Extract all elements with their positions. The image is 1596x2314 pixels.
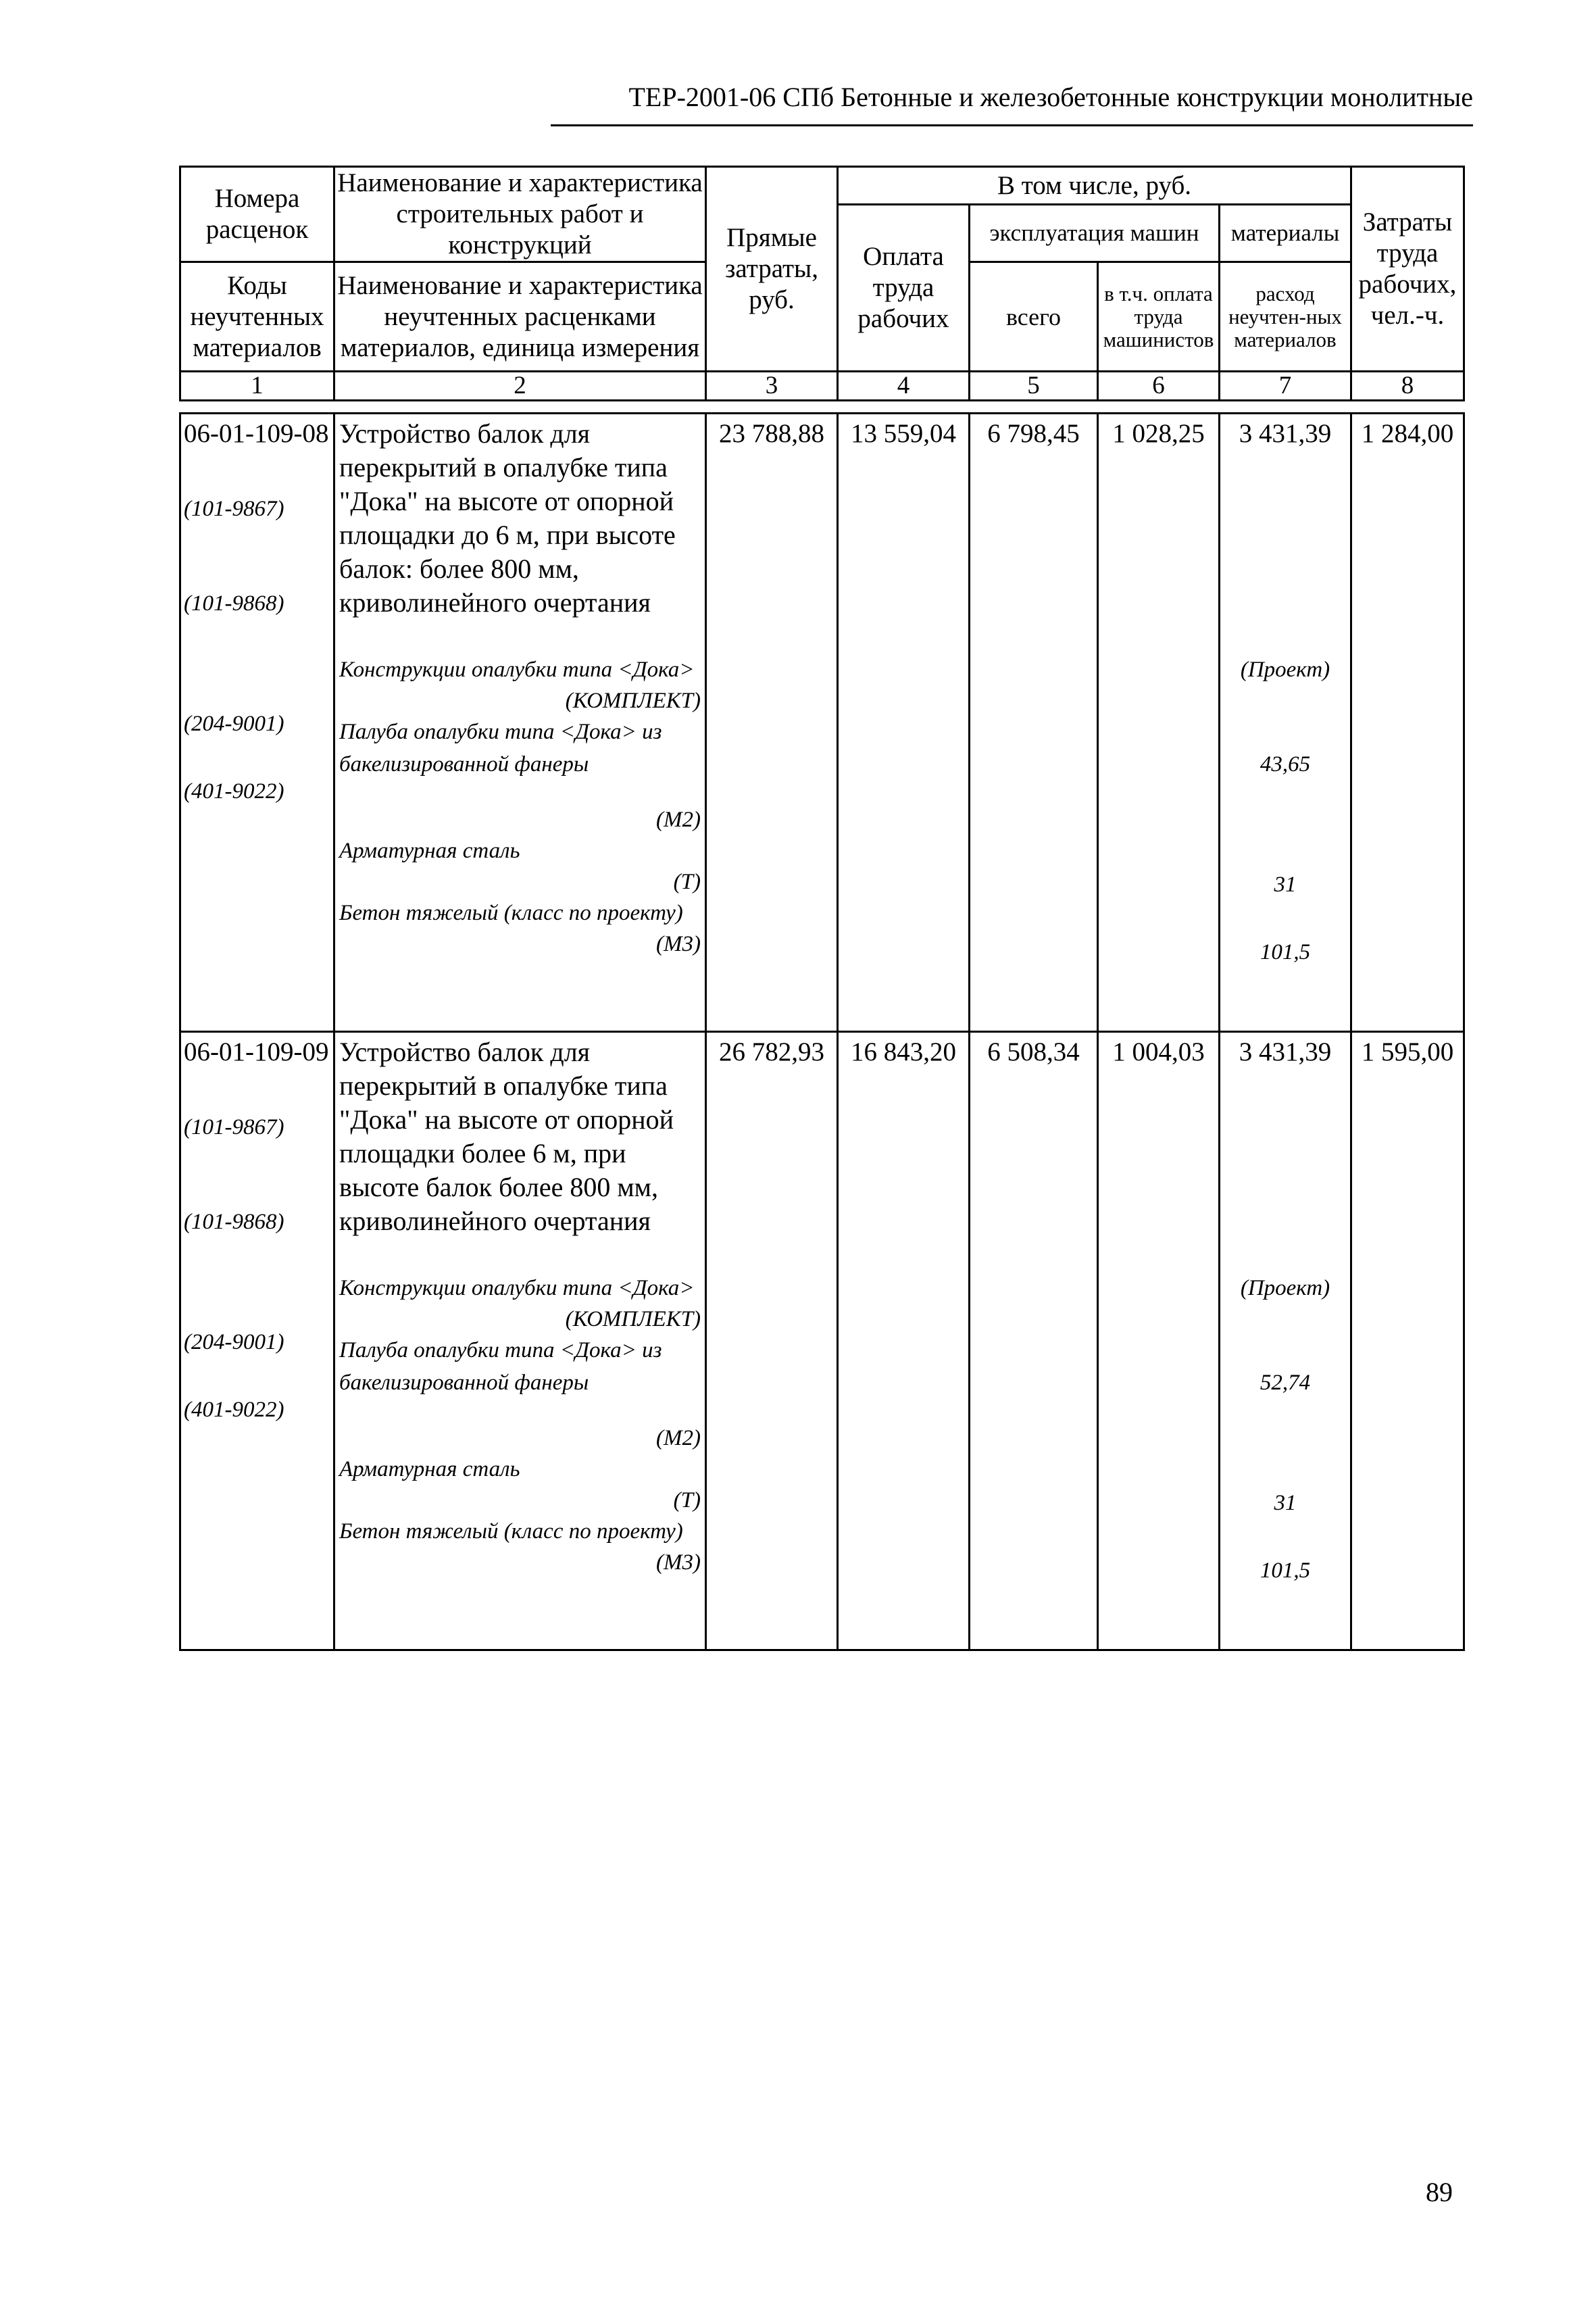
header-group-main: В том числе, руб. <box>838 167 1351 205</box>
material-value: 43,65 <box>1260 752 1311 777</box>
material-value: 52,74 <box>1260 1371 1311 1395</box>
material-unit: (Т) <box>673 1488 701 1512</box>
machinists-wages: 1 028,25 <box>1098 414 1220 1032</box>
material-unit: (КОМПЛЕКТ) <box>565 1307 701 1331</box>
material-name: Конструкции опалубки типа <Дока> <box>339 658 695 682</box>
machinists-wages: 1 004,03 <box>1098 1032 1220 1650</box>
direct-costs: 26 782,93 <box>706 1032 838 1650</box>
material-code: (204-9001) <box>184 1330 284 1354</box>
rates-table <box>179 412 1465 1651</box>
material-value: 31 <box>1274 872 1297 897</box>
header-col7: расход неучтен-ных материалов <box>1220 262 1351 372</box>
material-value: 31 <box>1274 1491 1297 1515</box>
page-header-title: ТЕР-2001-06 СПб Бетонные и железобетонные конструкции монолитные <box>628 82 1473 112</box>
material-unit: (М2) <box>656 1426 701 1450</box>
header-number: 5 <box>970 372 1098 401</box>
material-unit: (М2) <box>656 808 701 832</box>
rate-description: Устройство балок для перекрытий в опалубке типа "Дока" на высоте от опорной площадки до 6 м, при высоте балок: более 800 мм, криволинейного очертания <box>339 418 676 618</box>
material-name: Бетон тяжелый (класс по проекту) <box>339 901 683 925</box>
material-value: (Проект) <box>1240 658 1330 682</box>
material-code: (101-9867) <box>184 497 284 521</box>
materials-cell <box>1220 414 1351 1032</box>
rate-code: 06-01-109-09 <box>184 1037 329 1066</box>
header-col3: Прямые затраты, руб. <box>706 167 838 372</box>
rate-description-cell <box>334 414 706 1032</box>
header-col1-top: Номера расценок <box>180 167 334 262</box>
labor-wages: 13 559,04 <box>838 414 970 1032</box>
table-header <box>179 166 1465 401</box>
header-group-machines: эксплуатация машин <box>970 205 1220 262</box>
machines-total: 6 798,45 <box>970 414 1098 1032</box>
material-code: (204-9001) <box>184 712 284 736</box>
material-unit: (Т) <box>673 870 701 894</box>
header-number: 7 <box>1220 372 1351 401</box>
material-value: 101,5 <box>1260 940 1311 964</box>
materials-cost: 3 431,39 <box>1239 1037 1332 1066</box>
direct-costs: 23 788,88 <box>706 414 838 1032</box>
material-value: 101,5 <box>1260 1558 1311 1583</box>
header-col4: Оплата труда рабочих <box>838 205 970 372</box>
rate-code: 06-01-109-08 <box>184 419 329 448</box>
material-name: Палуба опалубки типа <Дока> из бакелизированной фанеры <box>339 720 662 777</box>
material-name: Палуба опалубки типа <Дока> из бакелизированной фанеры <box>339 1338 662 1395</box>
header-number: 6 <box>1098 372 1220 401</box>
labor-wages: 16 843,20 <box>838 1032 970 1650</box>
material-code: (401-9022) <box>184 1398 284 1422</box>
header-number: 4 <box>838 372 970 401</box>
material-unit: (М3) <box>656 1550 701 1575</box>
material-unit: (М3) <box>656 932 701 956</box>
header-col6: в т.ч. оплата труда машинистов <box>1098 262 1220 372</box>
machines-total: 6 508,34 <box>970 1032 1098 1650</box>
header-number: 2 <box>334 372 706 401</box>
material-name: Арматурная сталь <box>339 1457 520 1481</box>
header-col1-bottom: Коды неучтенных материалов <box>180 262 334 372</box>
header-col2-top: Наименование и характеристика строительных работ и конструкций <box>334 167 706 262</box>
header-col2-bottom: Наименование и характеристика неучтенных расценками материалов, единица измерения <box>334 262 706 372</box>
header-group-materials: материалы <box>1220 205 1351 262</box>
header-col5: всего <box>970 262 1098 372</box>
materials-cell <box>1220 1032 1351 1650</box>
page-number: 89 <box>1426 2177 1453 2207</box>
table-row <box>180 1032 1464 1650</box>
table-row <box>180 414 1464 1032</box>
material-code: (101-9867) <box>184 1115 284 1139</box>
header-number: 1 <box>180 372 334 401</box>
labor-hours: 1 595,00 <box>1351 1032 1464 1650</box>
material-code: (401-9022) <box>184 779 284 804</box>
material-code: (101-9868) <box>184 1210 284 1234</box>
header-rule <box>551 124 1473 126</box>
labor-hours: 1 284,00 <box>1351 414 1464 1032</box>
rate-description-cell <box>334 1032 706 1650</box>
rate-code-cell <box>180 414 334 1032</box>
materials-cost: 3 431,39 <box>1239 419 1332 448</box>
material-name: Конструкции опалубки типа <Дока> <box>339 1276 695 1300</box>
material-code: (101-9868) <box>184 591 284 616</box>
material-value: (Проект) <box>1240 1276 1330 1300</box>
rate-code-cell <box>180 1032 334 1650</box>
material-unit: (КОМПЛЕКТ) <box>565 689 701 713</box>
header-col8: Затраты труда рабочих, чел.-ч. <box>1351 167 1464 372</box>
material-name: Арматурная сталь <box>339 839 520 863</box>
header-number: 8 <box>1351 372 1464 401</box>
material-name: Бетон тяжелый (класс по проекту) <box>339 1519 683 1544</box>
rate-description: Устройство балок для перекрытий в опалубке типа "Дока" на высоте от опорной площадки более 6 м, при высоте балок более 800 мм, криволинейного очертания <box>339 1037 674 1236</box>
header-number: 3 <box>706 372 838 401</box>
